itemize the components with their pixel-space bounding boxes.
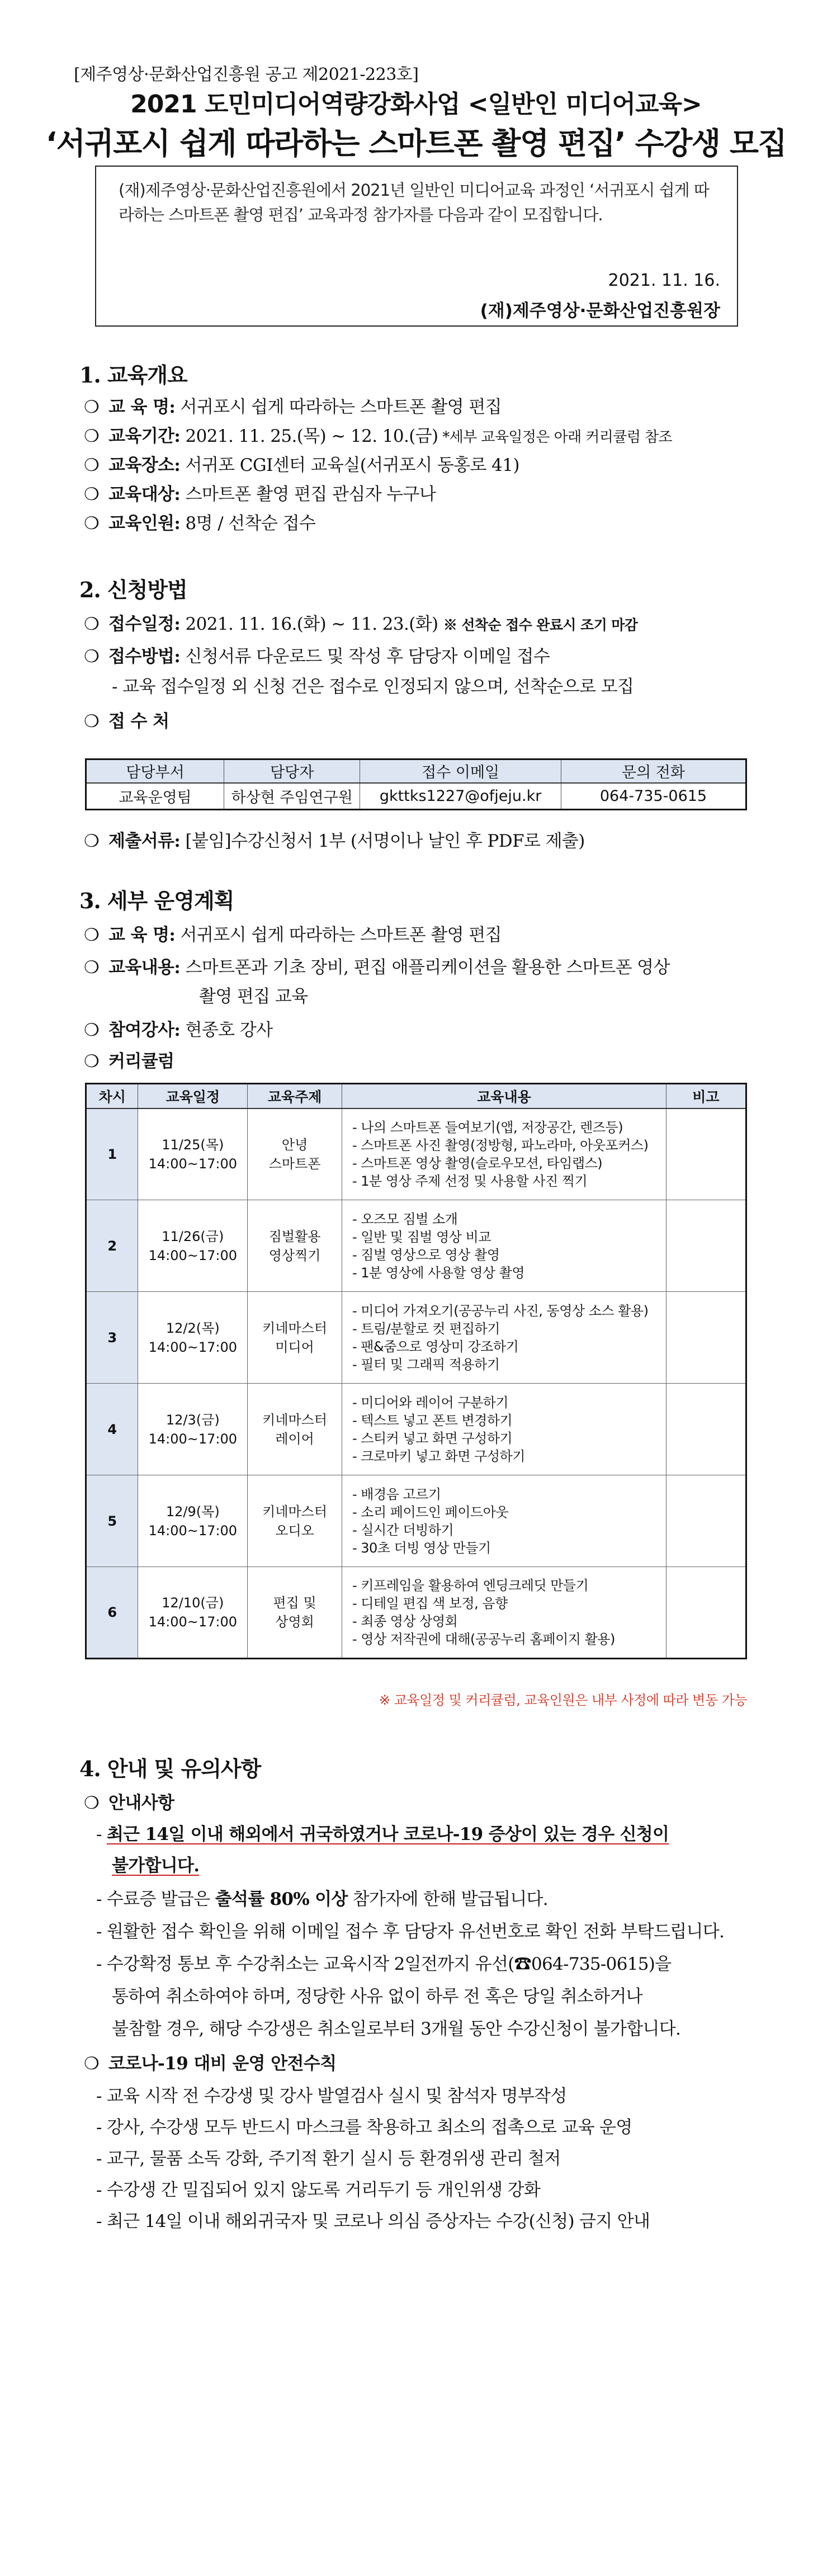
plan-content: ❍ 교육내용: 스마트폰과 기초 장비, 편집 애플리케이션을 활용한 스마트폰 영상 [84,957,670,978]
column-header: 접수 이메일 [360,759,561,783]
circle-bullet-icon: ❍ [84,647,100,667]
covid-rule: - 교구, 물품 소독 강화, 주기적 환기 실시 등 환경위생 관리 철저 [96,2149,561,2169]
content-line: - 짐벌 영상으로 영상 촬영 [352,1247,500,1263]
curriculum-table [85,1083,747,1659]
content-line: - 일반 및 짐벌 영상 비교 [352,1229,491,1245]
session-date [138,1384,248,1475]
circle-bullet-icon: ❍ [84,957,100,978]
cancel-policy-cont: 불참할 경우, 해당 수강생은 취소일로부터 3개월 동안 수강신청이 불가합니다. [112,2019,681,2039]
table-row [86,1292,746,1384]
session-date [138,1567,248,1659]
session-time: 14:00~17:00 [148,1431,238,1447]
column-header: 차시 [86,1084,138,1108]
topic-line: 안녕 [281,1136,308,1153]
table-cell: 교육운영팀 [86,783,224,810]
session-topic [248,1292,342,1384]
content-line: - 30초 더빙 영상 만들기 [352,1540,491,1556]
covid-rule: - 최근 14일 이내 해외귀국자 및 코로나 의심 증상자는 수강(신청) 금지 안내 [96,2211,650,2231]
schedule-change-note: ※ 교육일정 및 커리큘럼, 교육인원은 내부 사정에 따라 변동 가능 [379,1692,747,1708]
session-topic [248,1108,342,1200]
overview-item: ❍ 교육장소: 서귀포 CGI센터 교육실(서귀포시 동홍로 41) [84,455,519,475]
session-number: 1 [86,1108,138,1200]
circle-bullet-icon: ❍ [84,711,100,732]
circle-bullet-icon: ❍ [84,1051,100,1072]
covid-rule: - 수강생 간 밀집되어 있지 않도록 거리두기 등 개인위생 강화 [96,2180,541,2200]
circle-bullet-icon: ❍ [84,1020,100,1040]
session-day: 11/26(금) [162,1228,224,1244]
circle-bullet-icon: ❍ [84,397,100,417]
contact-email[interactable]: gkttks1227@ofjeju.kr [360,783,561,810]
session-day: 12/9(목) [166,1503,220,1520]
content-line: - 키프레임을 활용하여 엔딩크레딧 만들기 [352,1578,589,1593]
session-number: 4 [86,1384,138,1475]
intro-org: (재)제주영상·문화산업진흥원장 [480,301,720,321]
content-line: - 1분 영상 주제 선정 및 사용할 사진 찍기 [352,1173,588,1189]
content-line: - 필터 및 그래픽 적용하기 [352,1356,500,1372]
content-line: - 소리 페이드인 페이드아웃 [352,1504,509,1520]
plan-content-cont: 촬영 편집 교육 [199,987,308,1007]
session-remark [666,1108,746,1200]
session-time: 14:00~17:00 [148,1522,238,1539]
cancel-policy: - 수강확정 통보 후 수강취소는 교육시작 2일전까지 유선(☎064-735-0615)을 [96,1954,672,1974]
topic-line: 오디오 [275,1522,314,1539]
circle-bullet-icon: ❍ [84,614,100,634]
table-row [86,783,746,810]
covid-rule: - 교육 시작 전 수강생 및 강사 발열검사 실시 및 참석자 명부작성 [96,2086,567,2106]
topic-line: 상영회 [275,1614,314,1630]
session-content [342,1200,666,1292]
intro-text [119,178,717,227]
content-line: - 스마트폰 사진 촬영(정방형, 파노라마, 아웃포커스) [352,1137,649,1153]
session-number: 5 [86,1475,138,1567]
circle-bullet-icon: ❍ [84,426,100,446]
content-line: - 오즈모 짐벌 소개 [352,1211,458,1227]
topic-line: 레이어 [275,1431,314,1447]
session-day: 11/25(목) [162,1136,224,1153]
session-content [342,1292,666,1384]
session-number: 6 [86,1567,138,1659]
session-remark [666,1292,746,1384]
overview-item: ❍ 교육대상: 스마트폰 촬영 편집 관심자 누구나 [84,484,436,504]
session-time: 14:00~17:00 [148,1339,238,1355]
section-heading-apply: 2. 신청방법 [79,577,187,602]
session-date [138,1108,248,1200]
plan-curriculum-label: ❍ 커리큘럼 [84,1051,174,1072]
session-topic [248,1567,342,1659]
circle-bullet-icon: ❍ [84,455,100,475]
section-heading-notice: 4. 안내 및 유의사항 [79,1756,261,1781]
column-header: 비고 [666,1084,746,1108]
topic-line: 영상찍기 [268,1247,321,1263]
circle-bullet-icon: ❍ [84,484,100,504]
column-header: 교육일정 [138,1084,248,1108]
circle-bullet-icon: ❍ [84,925,100,945]
column-header: 문의 전화 [561,759,746,783]
session-day: 12/2(목) [166,1320,220,1336]
session-time: 14:00~17:00 [148,1614,238,1630]
column-header: 교육내용 [342,1084,666,1108]
intro-date: 2021. 11. 16. [608,271,720,290]
table-cell: 하상현 주임연구원 [224,783,360,810]
topic-line: 키네마스터 [262,1320,328,1336]
session-date [138,1292,248,1384]
overview-item: ❍ 교육기간: 2021. 11. 25.(목) ~ 12. 10.(금) *세부 교육일정은 아래 커리큘럼 참조 [84,426,673,446]
column-header: 교육주제 [248,1084,342,1108]
overseas-warning-cont: 불가합니다. [112,1856,200,1876]
plan-instructor: ❍ 참여강사: 현종호 강사 [84,1020,273,1040]
session-remark [666,1475,746,1567]
session-time: 14:00~17:00 [148,1247,238,1263]
session-topic [248,1475,342,1567]
circle-bullet-icon: ❍ [84,2054,100,2074]
intro-box [95,166,738,327]
confirm-call-note: - 원활한 접수 확인을 위해 이메일 접수 후 담당자 유선번호로 확인 전화 부탁드립니다. [96,1922,725,1942]
intro-line: (재)제주영상·문화산업진흥원에서 2021년 일반인 미디어교육 과정인 ‘서귀포시 쉽게 따 [119,181,709,200]
content-line: - 미디어 가져오기(공공누리 사진, 동영상 소스 활용) [352,1303,649,1319]
overseas-warning: - 최근 14일 이내 해외에서 귀국하였거나 코로나-19 증상이 있는 경우 신청이 [96,1824,669,1844]
table-header-row [86,759,746,783]
session-topic [248,1200,342,1292]
circle-bullet-icon: ❍ [84,1793,100,1813]
topic-line: 키네마스터 [262,1412,328,1428]
content-line: - 텍스트 넣고 폰트 변경하기 [352,1412,513,1428]
content-line: - 나의 스마트폰 들여보기(앱, 저장공간, 렌즈등) [352,1119,623,1135]
table-row [86,1384,746,1475]
column-header: 담당자 [224,759,360,783]
notice-number: [제주영상·문화산업진흥원 공고 제2021-223호] [74,65,419,84]
section-heading-overview: 1. 교육개요 [79,362,187,388]
topic-line: 스마트폰 [268,1155,321,1172]
covid-rules-label: ❍ 코로나-19 대비 운영 안전수칙 [84,2054,337,2074]
topic-line: 짐벌활용 [268,1228,321,1244]
session-number: 2 [86,1200,138,1292]
content-line: - 1분 영상에 사용할 영상 촬영 [352,1265,525,1281]
section-heading-plan: 3. 세부 운영계획 [79,888,234,913]
session-remark [666,1200,746,1292]
session-time: 14:00~17:00 [148,1155,238,1172]
content-line: - 실시간 더빙하기 [352,1522,454,1538]
certificate-note: - 수료증 발급은 출석률 80% 이상 참가자에 한해 발급됩니다. [96,1889,548,1909]
table-row [86,1567,746,1659]
table-row [86,1475,746,1567]
session-topic [248,1384,342,1475]
content-line: - 디테일 편집 색 보정, 음향 [352,1596,508,1611]
topic-line: 미디어 [275,1339,314,1355]
session-content [342,1384,666,1475]
table-header-row [86,1084,746,1108]
contact-phone: 064-735-0615 [561,783,746,810]
session-content [342,1567,666,1659]
session-remark [666,1384,746,1475]
overview-item: ❍ 교육인원: 8명 / 선착순 접수 [84,513,316,534]
page-title-line1: 2021 도민미디어역량강화사업 <일반인 미디어교육> [130,90,702,119]
circle-bullet-icon: ❍ [84,513,100,534]
apply-schedule: ❍ 접수일정: 2021. 11. 16.(화) ~ 11. 23.(화) ※ 선착순 접수 완료시 조기 마감 [84,614,638,634]
table-row [86,1108,746,1200]
content-line: - 스티커 넣고 화면 구성하기 [352,1430,513,1446]
session-remark [666,1567,746,1659]
plan-name: ❍ 교 육 명: 서귀포시 쉽게 따라하는 스마트폰 촬영 편집 [84,925,502,945]
content-line: - 트림/분할로 컷 편집하기 [352,1320,500,1337]
covid-rule: - 강사, 수강생 모두 반드시 마스크를 착용하고 최소의 접촉으로 교육 운영 [96,2117,632,2138]
session-content [342,1108,666,1200]
circle-bullet-icon: ❍ [84,831,100,851]
content-line: - 미디어와 레이어 구분하기 [352,1394,509,1410]
guide-label: ❍ 안내사항 [84,1793,174,1813]
session-number: 3 [86,1292,138,1384]
table-row [86,1200,746,1292]
session-date [138,1475,248,1567]
session-date [138,1200,248,1292]
page-title-line2: ‘서귀포시 쉽게 따라하는 스마트폰 촬영 편집’ 수강생 모집 [45,126,787,161]
apply-contact-label: ❍ 접 수 처 [84,711,169,732]
contact-table [85,758,747,810]
topic-line: 키네마스터 [262,1503,328,1520]
content-line: - 최종 영상 상영회 [352,1613,458,1629]
intro-line: 라하는 스마트폰 촬영 편집’ 교육과정 참가자를 다음과 같이 모집합니다. [119,205,603,224]
session-day: 12/10(금) [162,1595,224,1611]
apply-documents: ❍ 제출서류: [붙임]수강신청서 1부 (서명이나 날인 후 PDF로 제출) [84,831,585,851]
overview-item: ❍ 교 육 명: 서귀포시 쉽게 따라하는 스마트폰 촬영 편집 [84,397,502,417]
session-day: 12/3(금) [166,1412,220,1428]
content-line: - 스마트폰 영상 촬영(슬로우모션, 타임랩스) [352,1155,603,1171]
content-line: - 배경음 고르기 [352,1486,441,1502]
topic-line: 편집 및 [273,1595,316,1611]
cancel-policy-cont: 통하여 취소하여야 하며, 정당한 사유 없이 하루 전 혹은 당일 취소하거나 [112,1987,642,2007]
apply-method-note: - 교육 접수일정 외 신청 건은 접수로 인정되지 않으며, 선착순으로 모집 [112,677,634,697]
session-content [342,1475,666,1567]
column-header: 담당부서 [86,759,224,783]
content-line: - 영상 저작권에 대해(공공누리 홈페이지 활용) [352,1631,615,1647]
content-line: - 팬&줌으로 영상미 강조하기 [352,1338,519,1355]
content-line: - 크로마키 넣고 화면 구성하기 [352,1448,525,1464]
apply-method: ❍ 접수방법: 신청서류 다운로드 및 작성 후 담당자 이메일 접수 [84,647,550,667]
